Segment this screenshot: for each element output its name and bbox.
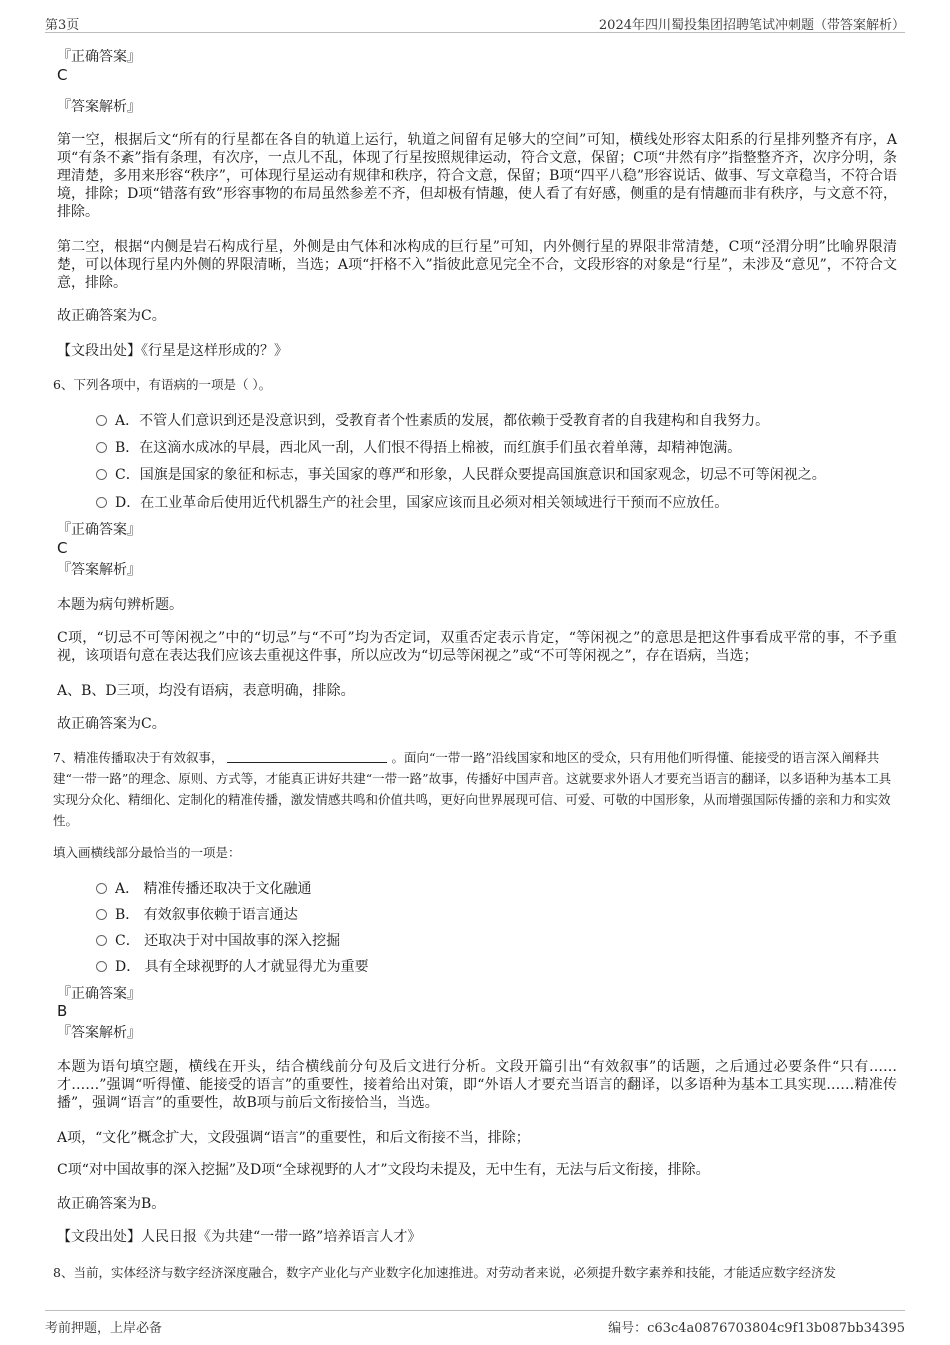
question-6-option-b[interactable]: B．在这滴水成冰的早晨，西北风一刮，人们恨不得捂上棉被，而红旗手们虽衣着单薄，却精神饱满。 (96, 439, 741, 457)
radio-button[interactable] (96, 883, 107, 894)
analysis-paragraph: A、B、D三项，均没有语病，表意明确，排除。 (57, 683, 355, 699)
analysis-conclusion: 故正确答案为B。 (57, 1196, 166, 1212)
analysis-label: 『答案解析』 (57, 562, 141, 578)
analysis-label: 『答案解析』 (57, 1025, 141, 1041)
question-7-prompt: 填入画横线部分最恰当的一项是： (53, 845, 241, 860)
radio-button[interactable] (96, 935, 107, 946)
analysis-paragraph: C项“对中国故事的深入挖掘”及D项“全球视野的人才”文段均未提及，无中生有，无法与后文衔接，排除。 (57, 1162, 710, 1178)
radio-button[interactable] (96, 415, 107, 426)
document-code: 编号：c63c4a0876703804c9f13b087bb34395 (608, 1321, 905, 1336)
page-footer (45, 1310, 905, 1337)
passage-source: 【文段出处】《行星是这样形成的？》 (57, 343, 288, 359)
correct-answer-value: C (57, 539, 68, 557)
question-7-option-b[interactable]: B． 有效叙事依赖于语言通达 (96, 906, 298, 924)
radio-button[interactable] (96, 909, 107, 920)
question-8-stem: 8、当前，实体经济与数字经济深度融合，数字产业化与产业数字化加速推进。对劳动者来说，必须提升数字素养和技能，才能适应数字经济发 (53, 1265, 836, 1280)
question-7-stem: 7、精准传播取决于有效叙事， 。面向“一带一路”沿线国家和地区的受众，只有用他们听得懂、能接受的语言深入阐释共建“一带一路”的理念、原则、方式等，才能真正讲好共建“一带一路”故事，传播好中国声音。这就要求外语人才要充当语言的翻译，以多语种为基本工具实现分众化、精细化、定制化的精准传播，激发情感共鸣和价值共鸣，更好向世界展现可信、可爱、可敬的中国形象，从而增强国际传播的亲和力和实效性。 (53, 750, 892, 828)
radio-button[interactable] (96, 469, 107, 480)
radio-button[interactable] (96, 497, 107, 508)
correct-answer-label: 『正确答案』 (57, 522, 141, 538)
correct-answer-label: 『正确答案』 (57, 986, 141, 1002)
analysis-paragraph: 本题为语句填空题，横线在开头，结合横线前分句及后文进行分析。文段开篇引出“有效叙事”的话题，之后通过必要条件“只有……才……”强调“听得懂、能接受的语言”的重要性，接着给出对策，即“外语人才要充当语言的翻译，以多语种为基本工具实现……精准传播”，强调“语言”的重要性，故B项与前后文衔接恰当，当选。 (57, 1059, 897, 1111)
radio-button[interactable] (96, 442, 107, 453)
correct-answer-value: C (57, 66, 68, 84)
footer-slogan: 考前押题，上岸必备 (45, 1321, 163, 1336)
page-number: 第3页 (45, 18, 80, 33)
analysis-paragraph: 第一空，根据后文“所有的行星都在各自的轨道上运行，轨道之间留有足够大的空间”可知，横线处形容太阳系的行星排列整齐有序，A项“有条不紊”指有条理，有次序，一点儿不乱，体现了行星按照规律运动，符合文意，保留；C项“井然有序”指整整齐齐，次序分明，条理清楚，多用来形容“秩序”，可体现行星运动有规律和秩序，符合文意，保留；B项“四平八稳”形容说话、做事、写文章稳当，不符合语境，排除；D项“错落有致”形容事物的布局虽然参差不齐，但却极有情趣，使人看了有好感，侧重的是有情趣而非有秩序，与文意不符，排除。 (57, 132, 897, 220)
question-7-option-c[interactable]: C． 还取决于对中国故事的深入挖掘 (96, 932, 340, 950)
question-6-option-d[interactable]: D．在工业革命后使用近代机器生产的社会里，国家应该而且必须对相关领域进行干预而不应放任。 (96, 494, 728, 512)
question-7-option-a[interactable]: A． 精准传播还取决于文化融通 (96, 880, 312, 898)
question-6-stem: 6、下列各项中，有语病的一项是（ ）。 (53, 377, 272, 392)
document-title: 2024年四川蜀投集团招聘笔试冲刺题（带答案解析） (598, 18, 905, 33)
page-header (45, 10, 905, 33)
analysis-conclusion: 故正确答案为C。 (57, 308, 166, 324)
analysis-conclusion: 故正确答案为C。 (57, 716, 166, 732)
question-6-option-c[interactable]: C．国旗是国家的象征和标志，事关国家的尊严和形象，人民群众要提高国旗意识和国家观念，切忌不可等闲视之。 (96, 466, 826, 484)
radio-button[interactable] (96, 961, 107, 972)
analysis-paragraph: 第二空，根据“内侧是岩石构成行星，外侧是由气体和冰构成的巨行星”可知，内外侧行星的界限非常清楚，C项“泾渭分明”比喻界限清楚，可以体现行星内外侧的界限清晰，当选；A项“扞格不入”指彼此意见完全不合，文段形容的对象是“行星”，未涉及“意见”，不符合文意，排除。 (57, 239, 897, 291)
passage-source: 【文段出处】人民日报《为共建“一带一路”培养语言人才》 (57, 1229, 422, 1245)
analysis-paragraph: 本题为病句辨析题。 (57, 597, 183, 613)
correct-answer-label: 『正确答案』 (57, 49, 141, 65)
question-6-option-a[interactable]: A．不管人们意识到还是没意识到，受教育者个性素质的发展，都依赖于受教育者的自我建构和自我努力。 (96, 412, 769, 430)
question-7-option-d[interactable]: D． 具有全球视野的人才就显得尤为重要 (96, 958, 369, 976)
analysis-label: 『答案解析』 (57, 99, 141, 115)
answer-blank (227, 750, 387, 763)
analysis-paragraph: C项，“切忌不可等闲视之”中的“切忌”与“不可”均为否定词，双重否定表示肯定，“等闲视之”的意思是把这件事看成平常的事，不予重视，该项语句意在表达我们应该去重视这件事，所以应改为“切忌等闲视之”或“不可等闲视之”，存在语病，当选； (57, 630, 897, 664)
analysis-paragraph: A项，“文化”概念扩大，文段强调“语言”的重要性，和后文衔接不当，排除； (57, 1130, 530, 1146)
correct-answer-value: B (57, 1002, 68, 1020)
